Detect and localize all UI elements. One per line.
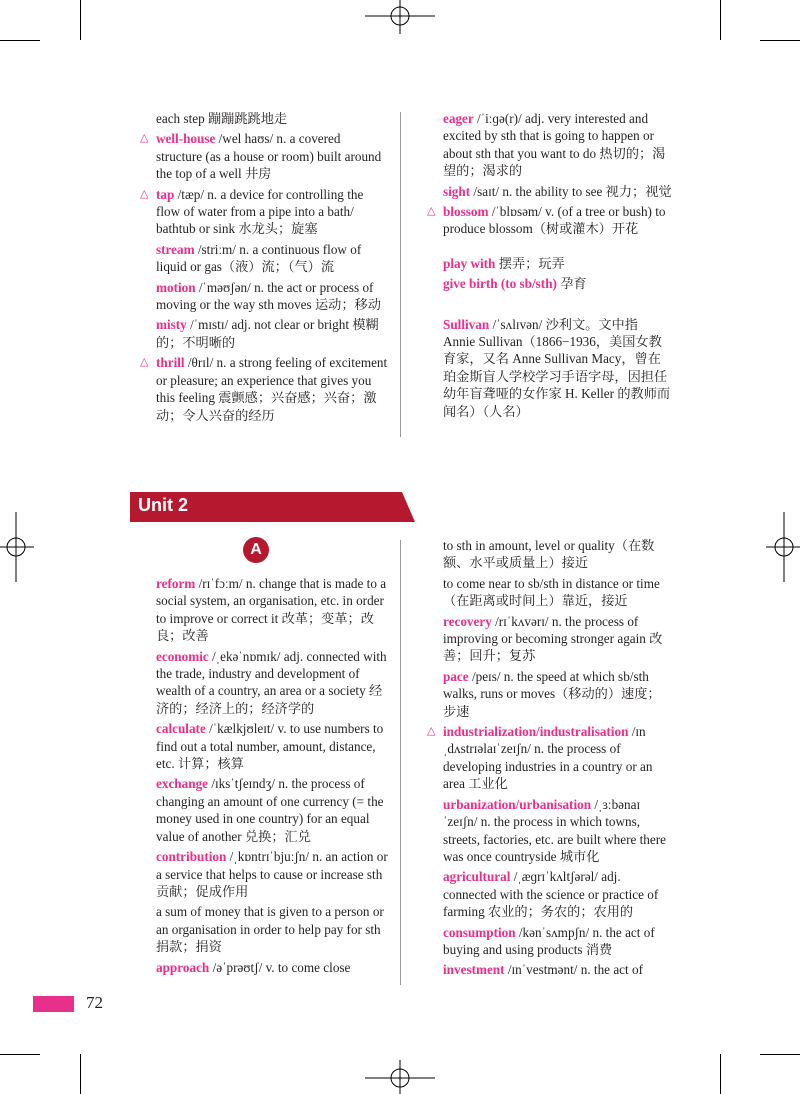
entry-sight bbox=[443, 183, 673, 200]
entry-continuation: each step 蹦蹦跳跳地走 bbox=[156, 111, 288, 126]
definition: /rɪˈfɔːm/ n. change that is made to a social system, an organisation, etc. in order to improve or correct it 改革；变革；改良；改善 bbox=[156, 576, 387, 644]
entry-thrill bbox=[140, 354, 388, 424]
triangle-icon: △ bbox=[427, 725, 436, 738]
definition: /wel haʊs/ n. a covered structure (as a house or room) built around the top of a well 井房 bbox=[156, 131, 382, 182]
headword: reform bbox=[156, 576, 196, 591]
headword: industrialization/industralisation bbox=[443, 724, 629, 740]
column-divider bbox=[400, 112, 401, 437]
spacer bbox=[443, 241, 673, 255]
entry-consumption bbox=[443, 924, 673, 959]
definition: /ˈblɒsəm/ v. (of a tree or bush) to produce blossom（树或灌木）开花 bbox=[443, 204, 666, 237]
headword: misty bbox=[156, 317, 187, 333]
headword: recovery bbox=[443, 613, 492, 629]
entry-stream bbox=[156, 241, 388, 276]
triangle-icon: △ bbox=[140, 187, 149, 200]
entry-calculate bbox=[156, 720, 388, 772]
definition: /saɪt/ n. the ability to see 视力；视觉 bbox=[470, 183, 672, 199]
crop-mark bbox=[80, 0, 81, 40]
definition: /ˈmɪstɪ/ adj. not clear or bright 模糊的；不明晰的 bbox=[156, 317, 379, 350]
headword: consumption bbox=[443, 924, 516, 940]
crop-mark bbox=[760, 40, 800, 41]
entry-urbanization bbox=[443, 796, 673, 866]
headword: blossom bbox=[443, 204, 489, 220]
unit-title: Unit 2 bbox=[138, 495, 189, 515]
definition: /ɪksˈtʃeɪndʒ/ n. the process of changing an amount of one currency (= the money used in one country) for an equal value of another 兑换；汇兑 bbox=[156, 776, 384, 844]
spacer bbox=[443, 296, 673, 316]
definition: /ˈiːɡə(r)/ adj. very interested and excited by sth that is going to happen or about sth that you want to do 热切的；渴望的；渴求的 bbox=[443, 111, 666, 179]
headword: thrill bbox=[156, 355, 185, 371]
headword: economic bbox=[156, 648, 209, 664]
headword: sight bbox=[443, 183, 471, 199]
entry-eager bbox=[443, 110, 673, 180]
definition: /ˈkælkjʊleɪt/ v. to use numbers to find out a total number, amount, distance, etc. 计算；核算 bbox=[156, 721, 384, 772]
entry-reform bbox=[156, 575, 388, 645]
entry-play-with bbox=[443, 255, 673, 272]
definition: /peɪs/ n. the speed at which sb/sth walks, runs or moves（移动的）速度；步速 bbox=[443, 668, 661, 719]
entry-sense: to come near to sb/sth in distance or time（在距离或时间上）靠近，接近 bbox=[443, 575, 660, 609]
headword: stream bbox=[156, 241, 195, 257]
registration-mark bbox=[766, 512, 800, 582]
entry-tap bbox=[140, 186, 388, 238]
crop-mark bbox=[0, 40, 40, 41]
headword: well-house bbox=[156, 131, 216, 147]
headword: eager bbox=[443, 111, 474, 126]
entry-motion bbox=[156, 279, 388, 314]
definition: /rɪˈkʌvərɪ/ n. the process of improving or becoming stronger again 改善；回升；复苏 bbox=[443, 613, 663, 664]
definition: /striːm/ n. a continuous flow of liquid or gas（液）流；（气）流 bbox=[156, 241, 362, 275]
definition: /əˈprəʊtʃ/ v. to come close bbox=[209, 959, 351, 975]
headword: urbanization/urbanisation bbox=[443, 796, 592, 812]
definition: /tæp/ n. a device for controlling the flow of water from a pipe into a bath/ bathtub or sink 水龙头；旋塞 bbox=[156, 186, 364, 237]
definition: /ˌɜːbənaɪˈzeɪʃn/ n. the process in which towns, streets, factories, etc. are built where there was once countryside 城市化 bbox=[443, 796, 666, 864]
crop-mark bbox=[720, 1054, 721, 1094]
column-bottom-left bbox=[156, 575, 388, 979]
triangle-icon: △ bbox=[140, 132, 149, 145]
page-number: 72 bbox=[86, 993, 103, 1012]
column-bottom-right bbox=[427, 537, 673, 982]
triangle-icon: △ bbox=[427, 205, 436, 218]
definition: 摆弄；玩弄 bbox=[495, 255, 565, 271]
entry-blossom bbox=[427, 203, 673, 238]
entry-industrialization bbox=[427, 723, 673, 793]
crop-mark bbox=[720, 0, 721, 40]
entry-sense: a sum of money that is given to a person or an organisation in order to help pay for sth 捐款；捐资 bbox=[156, 904, 384, 955]
entry-agricultural bbox=[443, 868, 673, 920]
entry-contribution bbox=[156, 848, 388, 900]
headword: exchange bbox=[156, 776, 209, 792]
entry-approach bbox=[156, 959, 388, 976]
definition: /ˌkɒntrɪˈbjuːʃn/ n. an action or a service that helps to cause or increase sth 贡献；促成作用 bbox=[156, 849, 388, 899]
entry-recovery bbox=[443, 613, 673, 665]
entry-continuation: to sth in amount, level or quality（在数额、水平或质量上）接近 bbox=[443, 538, 655, 571]
crop-mark bbox=[0, 1054, 40, 1055]
headword: give birth (to sb/sth) bbox=[443, 276, 557, 292]
column-divider bbox=[400, 540, 401, 985]
column-top-right bbox=[427, 110, 673, 423]
headword: approach bbox=[156, 959, 210, 975]
definition: /θrɪl/ n. a strong feeling of excitement or pleasure; an experience that gives you this feeling 震颤感；兴奋感；兴奋；激动；令人兴奋的经历 bbox=[156, 355, 388, 423]
registration-mark bbox=[365, 1060, 435, 1094]
headword: agricultural bbox=[443, 869, 511, 885]
entry-economic bbox=[156, 648, 388, 718]
definition: /ɪnˈvestmənt/ n. the act of bbox=[504, 962, 643, 978]
entry-exchange bbox=[156, 775, 388, 845]
entry-pace bbox=[443, 668, 673, 720]
page-marker bbox=[33, 996, 74, 1012]
entry-sullivan bbox=[443, 316, 673, 420]
entry-well-house bbox=[140, 130, 388, 182]
headword: play with bbox=[443, 255, 496, 271]
headword: motion bbox=[156, 279, 196, 295]
definition: /ˈməʊʃən/ n. the act or process of moving or the way sth moves 运动；移动 bbox=[156, 279, 381, 313]
definition: /kənˈsʌmpʃn/ n. the act of buying and using products 消费 bbox=[443, 924, 655, 957]
section-badge: A bbox=[243, 537, 269, 563]
headword: calculate bbox=[156, 721, 206, 737]
triangle-icon: △ bbox=[140, 356, 149, 369]
registration-mark bbox=[365, 0, 435, 34]
definition: /ˌekəˈnɒmɪk/ adj. connected with the trade, industry and development of wealth of a country, an area or a society 经济的；经济上的；经济学的 bbox=[156, 648, 387, 716]
headword: tap bbox=[156, 186, 175, 202]
definition: 孕育 bbox=[556, 276, 587, 292]
crop-mark bbox=[80, 1054, 81, 1094]
definition: /ɪnˌdʌstrɪəlaɪˈzeɪʃn/ n. the process of developing industries in a country or an area 工业化 bbox=[443, 724, 653, 792]
headword: pace bbox=[443, 668, 469, 684]
definition: /ˈsʌlɪvən/ 沙利文。文中指 Annie Sullivan（1866−1936，美国女教育家，又名 Anne Sullivan Macy，曾在珀金斯盲人学校学习手语字母，因担任幼年盲聋哑的女作家 H. Keller 的教师而闻名）（人名） bbox=[443, 316, 671, 419]
headword: Sullivan bbox=[443, 316, 490, 332]
entry-investment bbox=[443, 961, 673, 978]
headword: contribution bbox=[156, 849, 227, 865]
column-top-left bbox=[140, 110, 388, 427]
headword: investment bbox=[443, 962, 505, 978]
definition: /ˌæɡrɪˈkʌltʃərəl/ adj. connected with the science or practice of farming 农业的；务农的；农用的 bbox=[443, 869, 659, 920]
entry-misty bbox=[156, 316, 388, 351]
crop-mark bbox=[760, 1054, 800, 1055]
entry-give-birth bbox=[443, 275, 673, 292]
registration-mark bbox=[0, 512, 34, 582]
